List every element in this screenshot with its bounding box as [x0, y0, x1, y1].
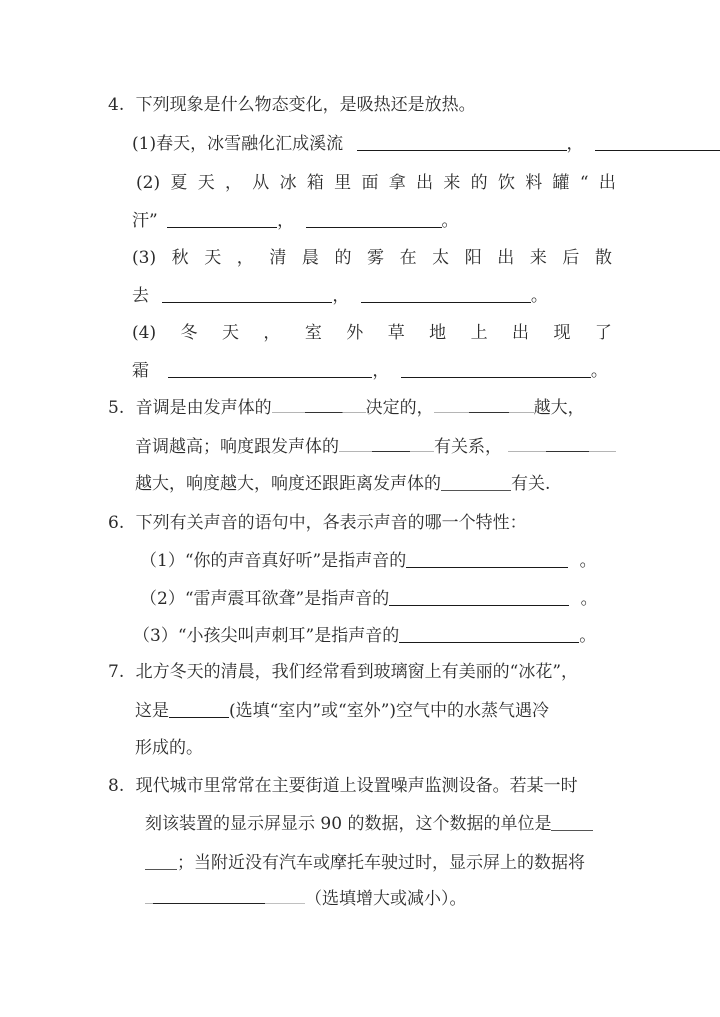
q6-stem-line — [108, 512, 527, 534]
q4-item-2-blank-2[interactable] — [306, 226, 442, 228]
q8-line-2 — [145, 813, 593, 835]
q4-item-2-cont: 汗” — [132, 211, 158, 231]
q5-blank-3[interactable] — [339, 451, 434, 453]
q7-line-2 — [135, 700, 549, 722]
q4-item-4-char: 上 — [470, 323, 488, 343]
q4-number: 4. — [108, 95, 125, 115]
q4-item-2-char: 的 — [470, 173, 488, 193]
q8-text-1: 现代城市里常常在主要街道上设置噪声监测设备。若某一时 — [135, 776, 578, 796]
q7-text-1: 北方冬天的清晨，我们经常看到玻璃窗上有美丽的“冰花”， — [135, 662, 579, 682]
q5-text-a: 音调是由发声体的 — [135, 398, 272, 418]
q5-blank-2[interactable] — [434, 412, 534, 414]
q6-item-3-end: 。 — [579, 626, 597, 646]
q4-item-2-sep: ， — [277, 211, 295, 231]
q4-item-3-blank-2[interactable] — [361, 301, 531, 303]
q4-item-2-char: 箱 — [306, 173, 324, 193]
q4-item-4-char: 了 — [594, 323, 612, 343]
q8-blank-1a[interactable] — [551, 829, 593, 831]
q4-item-4-blank-1[interactable] — [168, 376, 372, 378]
q6-item-3-text: “小孩尖叫声刺耳”是指声音的 — [177, 626, 400, 646]
q5-number: 5. — [108, 398, 125, 418]
q5-text-e: 有关系， — [434, 437, 502, 457]
q4-item-2-char: 里 — [334, 173, 352, 193]
q6-item-1-end: 。 — [579, 551, 597, 571]
q6-item-1-text: “你的声音真好听”是指声音的 — [184, 551, 407, 571]
q7-text-2a: 这是 — [135, 701, 169, 721]
q4-item-2-char: 料 — [525, 173, 543, 193]
q6-item-2-label: （2） — [140, 589, 185, 609]
q4-item-4-line1 — [132, 322, 612, 344]
q4-item-3-char: 后 — [562, 248, 580, 268]
q7-line-3 — [135, 737, 203, 759]
q6-item-1-label: （1） — [140, 551, 185, 571]
q4-item-4-char: 现 — [553, 323, 571, 343]
q8-number: 8. — [108, 776, 125, 796]
q4-item-1 — [132, 133, 720, 155]
q6-number: 6. — [108, 513, 125, 533]
q4-item-3-char: 晨 — [301, 248, 319, 268]
q4-item-4-char: 草 — [387, 323, 405, 343]
q8-line-4 — [145, 888, 467, 910]
q4-item-1-blank-2[interactable] — [595, 149, 720, 151]
q4-item-3-char: 秋 — [171, 248, 189, 268]
q5-line-2 — [135, 436, 616, 458]
q8-text-3: ；当附近没有汽车或摩托车驶过时，显示屏上的数据将 — [177, 853, 585, 873]
q4-item-3-end: 。 — [530, 286, 548, 306]
q4-stem: 下列现象是什么物态变化，是吸热还是放热。 — [135, 95, 476, 115]
q4-item-2-char: 冰 — [279, 173, 297, 193]
q4-item-3-char: 清 — [269, 248, 287, 268]
q4-item-4-char: ， — [263, 323, 281, 343]
q6-item-2-end: 。 — [580, 589, 598, 609]
q4-item-3-char: 太 — [432, 248, 450, 268]
q5-text-d: 音调越高；响度跟发声体的 — [135, 437, 339, 457]
q4-item-4-end: 。 — [590, 361, 608, 381]
q4-item-2-char: “ — [579, 173, 589, 193]
q4-item-2-char: 天 — [197, 173, 215, 193]
q4-item-2-char: 来 — [443, 173, 461, 193]
q5-blank-1[interactable] — [272, 412, 366, 414]
q4-item-3-line1 — [132, 247, 612, 269]
q4-item-4-label: (4) — [132, 323, 157, 343]
q4-item-3-label: (3) — [132, 248, 157, 268]
q4-item-2-char: 面 — [361, 173, 379, 193]
q4-item-2-label: (2) — [136, 173, 161, 193]
q6-item-3-label: （3） — [133, 626, 178, 646]
q4-item-2-end: 。 — [441, 211, 459, 231]
q4-item-4-char: 冬 — [180, 323, 198, 343]
q4-item-3-char: 天 — [204, 248, 222, 268]
q4-item-2-char: 夏 — [170, 173, 188, 193]
q8-line-3 — [145, 852, 585, 874]
q4-item-3-char: 的 — [334, 248, 352, 268]
q5-line-1 — [108, 397, 585, 419]
q6-stem: 下列有关声音的语句中，各表示声音的哪一个特性： — [135, 513, 527, 533]
q6-item-3-blank[interactable] — [399, 641, 579, 643]
q4-item-1-blank-1[interactable] — [357, 149, 567, 151]
q5-text-b: 决定的， — [365, 398, 434, 418]
q4-item-2-char: 拿 — [388, 173, 406, 193]
q4-item-2-char: 饮 — [497, 173, 515, 193]
q7-blank[interactable] — [169, 716, 229, 718]
q4-item-3-char: ， — [236, 248, 254, 268]
q6-item-1-blank[interactable] — [406, 566, 568, 568]
q4-item-3-char: 出 — [497, 248, 515, 268]
q5-blank-5[interactable] — [441, 489, 511, 491]
q4-item-3-blank-1[interactable] — [162, 301, 332, 303]
q8-text-4: （选填增大或减小）。 — [305, 889, 467, 909]
q4-item-3-cont: 去 — [132, 286, 149, 306]
q7-line-1 — [108, 661, 578, 683]
q6-item-3 — [133, 625, 596, 647]
q4-item-2-char: 罐 — [552, 173, 570, 193]
q4-item-4-cont: 霜 — [132, 361, 149, 381]
q4-item-4-char: 地 — [429, 323, 447, 343]
q4-item-4-blank-2[interactable] — [401, 376, 591, 378]
q5-text-g: 有关. — [511, 474, 551, 494]
q8-blank-2[interactable] — [145, 903, 305, 905]
q4-item-3-char: 散 — [594, 248, 612, 268]
q6-item-2-text: “雷声震耳欲聋”是指声音的 — [184, 589, 390, 609]
q6-item-1 — [140, 550, 597, 572]
q4-item-1-text: 春天，冰雪融化汇成溪流 — [156, 134, 344, 154]
q4-item-2-line1 — [136, 172, 616, 194]
q8-blank-1b[interactable] — [145, 868, 177, 870]
q7-text-3: 形成的。 — [135, 738, 203, 758]
q4-item-3-line2 — [132, 285, 548, 307]
q4-item-2-blank-1[interactable] — [167, 226, 277, 228]
q4-item-4-char: 室 — [304, 323, 322, 343]
q6-item-2 — [140, 588, 598, 610]
q4-item-2-char: 从 — [252, 173, 270, 193]
q4-item-1-label: (1) — [132, 134, 157, 154]
q4-stem-line — [108, 94, 476, 116]
q4-item-2-char: 出 — [416, 173, 434, 193]
q6-item-2-blank[interactable] — [389, 604, 569, 606]
q5-line-3 — [135, 473, 550, 495]
q7-number: 7. — [108, 662, 125, 682]
q4-item-4-char: 出 — [512, 323, 530, 343]
q8-line-1 — [108, 775, 578, 797]
q4-item-2-char: 出 — [598, 173, 616, 193]
q4-item-4-sep: ， — [372, 361, 390, 381]
q8-text-2: 刻该装置的显示屏显示 90 的数据，这个数据的单位是 — [145, 814, 552, 834]
q4-item-4-line2 — [132, 360, 608, 382]
q4-item-2-char: ， — [224, 173, 242, 193]
q4-item-4-char: 天 — [221, 323, 239, 343]
q4-item-3-char: 阳 — [464, 248, 482, 268]
q4-item-1-sep: ， — [566, 134, 584, 154]
q5-text-c: 越大， — [533, 398, 585, 418]
q4-item-4-char: 外 — [346, 323, 364, 343]
q4-item-3-char: 来 — [529, 248, 547, 268]
q7-text-2b: (选填“室内”或“室外”)空气中的水蒸气遇冷 — [229, 701, 550, 721]
q4-item-3-sep: ， — [332, 286, 350, 306]
q5-blank-4[interactable] — [508, 451, 616, 453]
q5-text-f: 越大，响度越大，响度还跟距离发声体的 — [135, 474, 441, 494]
q4-item-2-line2 — [132, 210, 459, 232]
q4-item-3-char: 在 — [399, 248, 417, 268]
q4-item-3-char: 雾 — [367, 248, 385, 268]
